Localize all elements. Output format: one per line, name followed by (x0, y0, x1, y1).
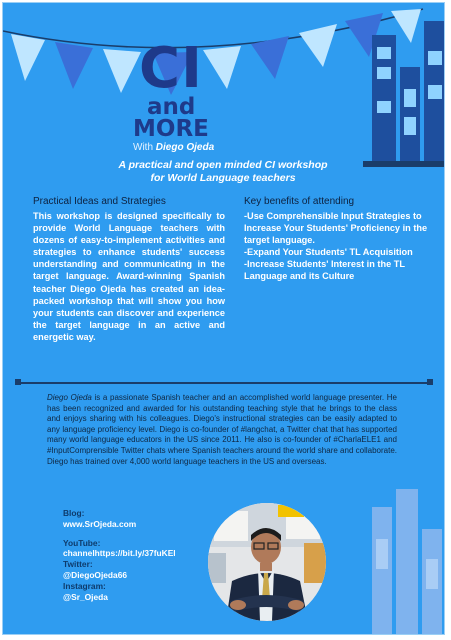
left-column-body: This workshop is designed specifically to provide World Language teachers with dozens of easy-to-implement activities and strategies to enhance students' success understanding and communicating in the target language. Award-winning Spanish teacher Diego Ojeda has created an idea-packed workshop that will show you how your students can discover and experience the target language in an active and energetic way. (33, 211, 225, 342)
benefits-list (244, 210, 434, 283)
subtitle (43, 159, 403, 185)
youtube-label: YouTube: (63, 537, 101, 548)
benefit-item: -Expand Your Students' TL Acquisition (244, 247, 413, 258)
twitter-label: Twitter: (63, 559, 93, 570)
divider-end-right (427, 379, 433, 385)
bio-text: is a passionate Spanish teacher and an accomplished world language presenter. He has been recognized and awarded for his outstanding teaching style that he brings to the class and enjoys sharing with his colleagues. Diego's instructional strategies can be easily adapted to any language proficiency level. Diego is co-founder of #langchat, a Twitter chat that has supported many world language educators in the US since 2011. He also is co-founder of #CharlaELE1 and #InputComprensible Twitter chats where Spanish teachers around the world share and collaborate. Diego has trained over 4,000 world language teachers in the US and overseas. (47, 393, 397, 466)
left-column-heading: Practical Ideas and Strategies (33, 196, 166, 207)
instagram-label: Instagram: (63, 580, 106, 591)
byline-name: Diego Ojeda (155, 142, 215, 153)
title-and: and (147, 94, 196, 120)
books-top-icon (363, 21, 445, 167)
byline-prefix: With (133, 142, 153, 153)
blog-label: Blog: (63, 508, 85, 518)
pennant-1 (11, 34, 45, 81)
presenter-portrait-icon (208, 503, 326, 621)
youtube-link[interactable]: channelhttps://bit.ly/37fuKEl (63, 548, 176, 559)
pennant-3 (103, 49, 141, 93)
contact-list (63, 508, 176, 602)
right-column-heading: Key benefits of attending (244, 196, 355, 207)
poster (2, 2, 445, 635)
title-ci: CI (139, 36, 203, 101)
byline (133, 142, 214, 153)
bio-paragraph (47, 393, 397, 467)
divider-end-left (15, 379, 21, 385)
blog-link[interactable]: www.SrOjeda.com (63, 518, 137, 529)
title-more: MORE (133, 116, 209, 142)
pennant-2 (55, 42, 93, 89)
instagram-link[interactable]: @Sr_Ojeda (63, 591, 108, 602)
pennant-7 (299, 24, 337, 67)
books-bottom-icon (368, 489, 445, 635)
presenter-photo (208, 503, 326, 621)
bio-name: Diego Ojeda (47, 393, 92, 402)
subtitle-line-2: for World Language teachers (150, 172, 296, 184)
benefit-item: -Use Comprehensible Input Strategies to Increase Your Students' Proficiency in the target language. (244, 211, 428, 246)
benefit-item: -Increase Students' Interest in the TL Language and its Culture (244, 259, 405, 282)
twitter-link[interactable]: @DiegoOjeda66 (63, 569, 128, 580)
subtitle-line-1: A practical and open minded CI workshop (118, 159, 328, 171)
section-divider (15, 382, 433, 384)
pennant-5 (203, 46, 241, 89)
